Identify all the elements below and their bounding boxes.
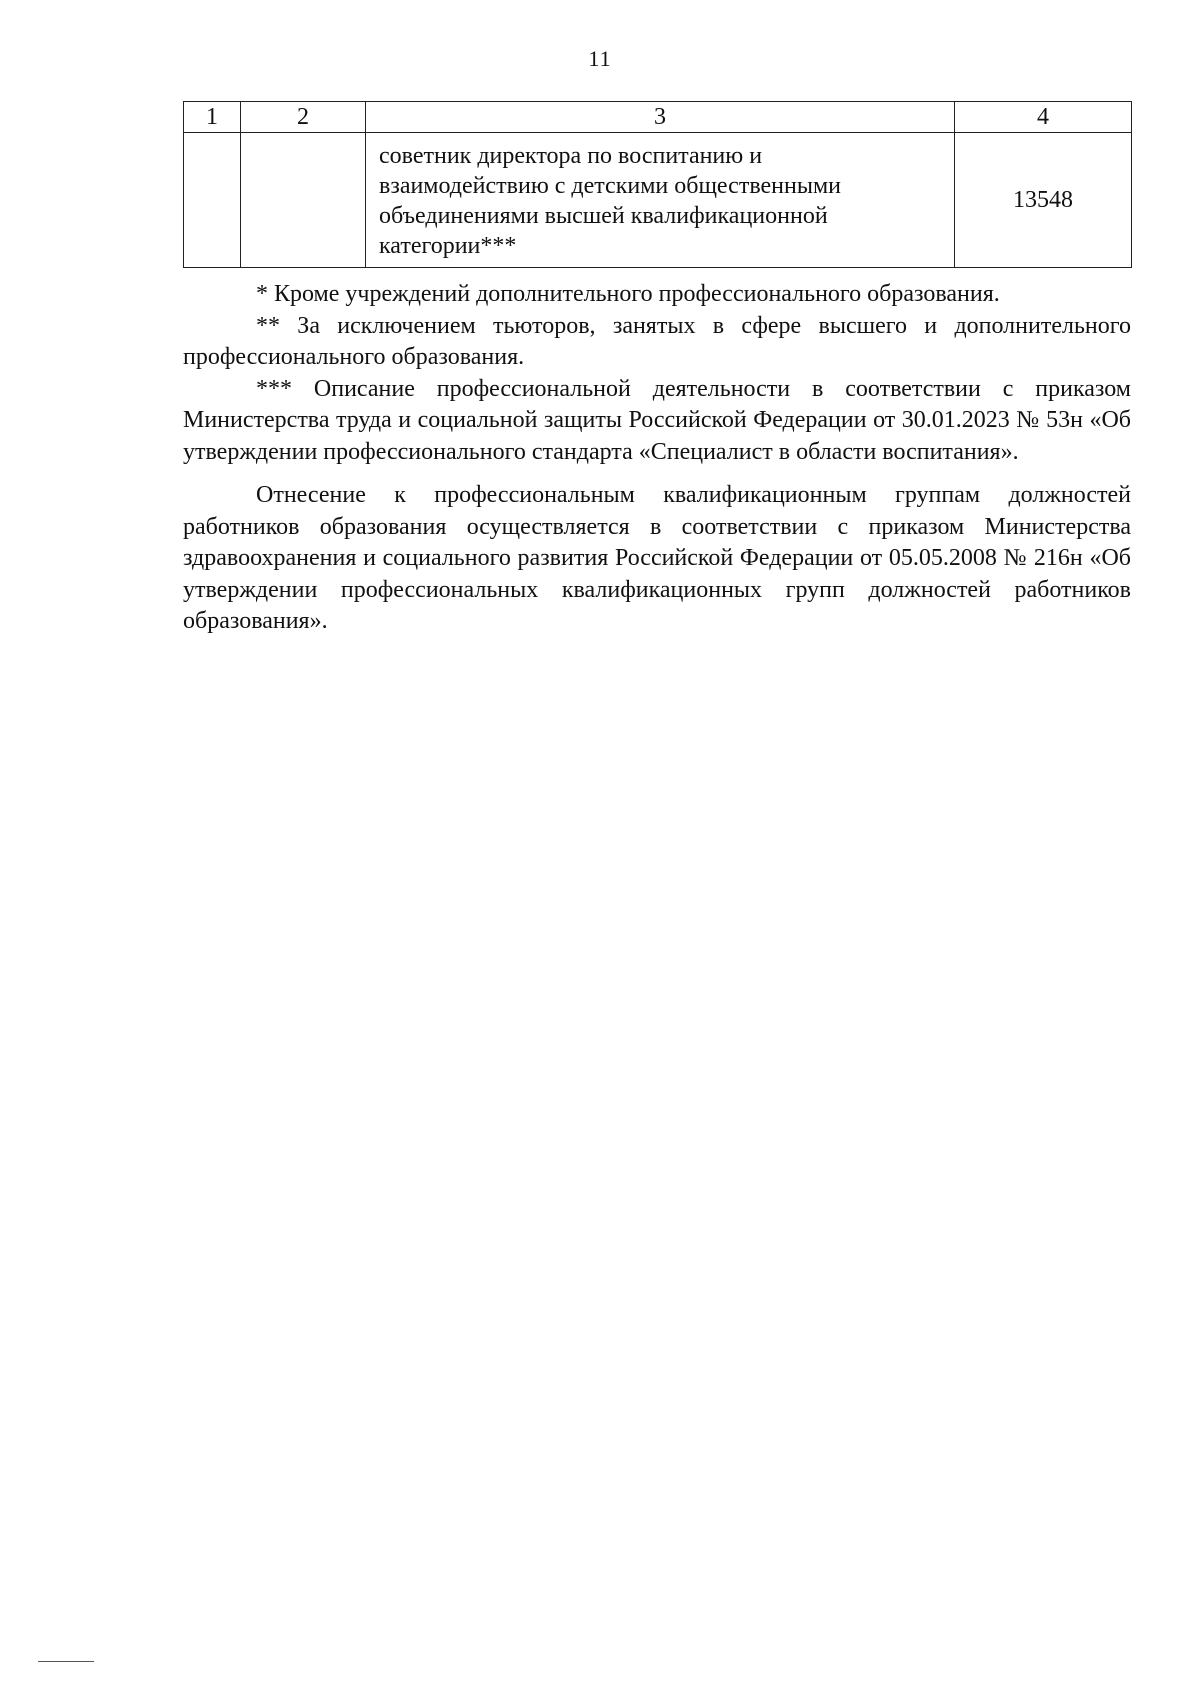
footnote-3: *** Описание профессиональной деятельности в соответствии с приказом Министерства труда и социальной защиты Российской Федерации от 30.01.2023 № 53н «Об утверждении профессионального стандарта «Специалист в области воспитания». (183, 375, 1131, 465)
salary-value-cell: 13548 (955, 133, 1132, 268)
position-title-line: объединениями высшей квалификационной (379, 203, 828, 229)
footnote-2: ** За исключением тьюторов, занятых в сфере высшего и дополнительного профессионального образования. (183, 312, 1131, 370)
footnote-1: * Кроме учреждений дополнительного профессионального образования. (256, 281, 1000, 307)
row-cell-2 (241, 133, 366, 268)
page-edge-mark (38, 1661, 94, 1662)
classification-paragraph: Отнесение к профессиональным квалификационным группам должностей работников образования осуществляется в соответствии с приказом Министерства здравоохранения и социального развития Российской Федерации от 05.05.2008 № 216н «Об утверждении профессиональных квалификационных групп должностей работников образования». (183, 482, 1131, 634)
position-title-line: взаимодействию с детскими общественными (379, 173, 842, 199)
page-number: 11 (588, 46, 612, 71)
column-number-1: 1 (184, 102, 241, 133)
row-cell-1 (184, 133, 241, 268)
position-title-line: категории*** (379, 233, 517, 259)
table-row (184, 133, 1132, 268)
column-number-3: 3 (366, 102, 955, 133)
footnotes (183, 279, 1131, 638)
position-title-cell (366, 133, 955, 268)
column-number-2: 2 (241, 102, 366, 133)
table-header-row (184, 102, 1132, 133)
position-title-line: советник директора по воспитанию и (379, 143, 763, 169)
salary-table (183, 101, 1132, 268)
column-number-4: 4 (955, 102, 1132, 133)
